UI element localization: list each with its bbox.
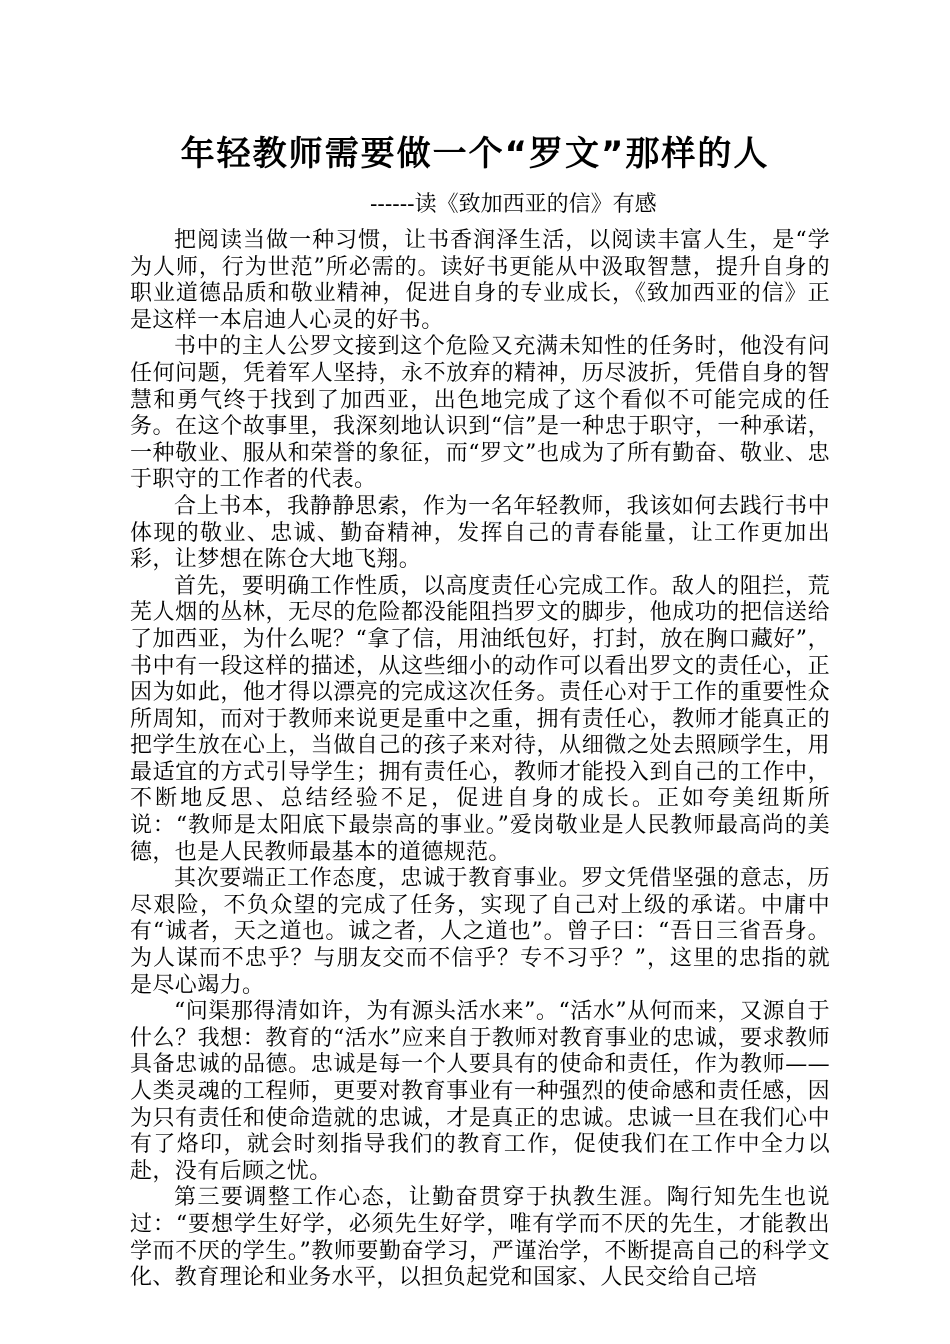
paragraph-4: 首先，要明确工作性质，以高度责任心完成工作。敌人的阻拦，荒芜人烟的丛林，无尽的危险都没能阻挡罗文的脚步，他成功的把信送给了加西亚，为什么呢？“拿了信，用油纸包好，打封，放在胸口藏好”，书中有一段这样的描述，从这些细小的动作可以看出罗文的责任心，正因为如此，他才得以漂亮的完成这次任务。责任心对于工作的重要性众所周知，而对于教师来说更是重中之重，拥有责任心，教师才能真正的把学生放在心上，当做自己的孩子来对待，从细微之处去照顾学生，用最适宜的方式引导学生；拥有责任心，教师才能投入到自己的工作中，不断地反思、总结经验不足，促进自身的成长。正如夸美纽斯所说：“教师是太阳底下最崇高的事业。”爱岗敬业是人民教师最高尚的美德，也是人民教师最基本的道德规范。 bbox=[130, 573, 830, 865]
document-body bbox=[130, 228, 830, 1292]
paragraph-3: 合上书本，我静静思索，作为一名年轻教师，我该如何去践行书中体现的敬业、忠诚、勤奋精神，发挥自己的青春能量，让工作更加出彩，让梦想在陈仓大地飞翔。 bbox=[130, 493, 830, 573]
paragraph-2: 书中的主人公罗文接到这个危险又充满未知性的任务时，他没有问任何问题，凭着军人坚持，永不放弃的精神，历尽波折，凭借自身的智慧和勇气终于找到了加西亚，出色地完成了这个看似不可能完成的任务。在这个故事里，我深刻地认识到“信”是一种忠于职守，一种承诺，一种敬业、服从和荣誉的象征，而“罗文”也成为了所有勤奋、敬业、忠于职守的工作者的代表。 bbox=[130, 334, 830, 493]
paragraph-1: 把阅读当做一种习惯，让书香润泽生活，以阅读丰富人生，是“学为人师，行为世范”所必需的。读好书更能从中汲取智慧，提升自身的职业道德品质和敬业精神，促进自身的专业成长，《致加西亚的信》正是这样一本启迪人心灵的好书。 bbox=[130, 228, 830, 333]
paragraph-5: 其次要端正工作态度，忠诚于教育事业。罗文凭借坚强的意志，历尽艰险，不负众望的完成了任务，实现了自己对上级的承诺。中庸中有“诚者，天之道也。诚之者，人之道也”。曾子曰：“吾日三省吾身。为人谋而不忠乎？与朋友交而不信乎？专不习乎？”，这里的忠指的就是尽心竭力。 bbox=[130, 866, 830, 998]
paragraph-7: 第三要调整工作心态，让勤奋贯穿于执教生涯。陶行知先生也说过：“要想学生好学，必须先生好学，唯有学而不厌的先生，才能教出学而不厌的学生。”教师要勤奋学习，严谨治学，不断提高自己的科学文化、教育理论和业务水平，以担负起党和国家、人民交给自己培 bbox=[130, 1185, 830, 1291]
paragraph-6: “问渠那得清如许，为有源头活水来”。“活水”从何而来，又源自于什么？我想：教育的“活水”应来自于教师对教育事业的忠诚，要求教师具备忠诚的品德。忠诚是每一个人要具有的使命和责任，作为教师——人类灵魂的工程师，更要对教育事业有一种强烈的使命感和责任感，因为只有责任和使命造就的忠诚，才是真正的忠诚。忠诚一旦在我们心中有了烙印，就会时刻指导我们的教育工作，促使我们在工作中全力以赴，没有后顾之忧。 bbox=[130, 999, 830, 1184]
document-subtitle: ------读《致加西亚的信》有感 bbox=[370, 192, 657, 217]
document-title: 年轻教师需要做一个“罗文”那样的人 bbox=[180, 134, 770, 174]
